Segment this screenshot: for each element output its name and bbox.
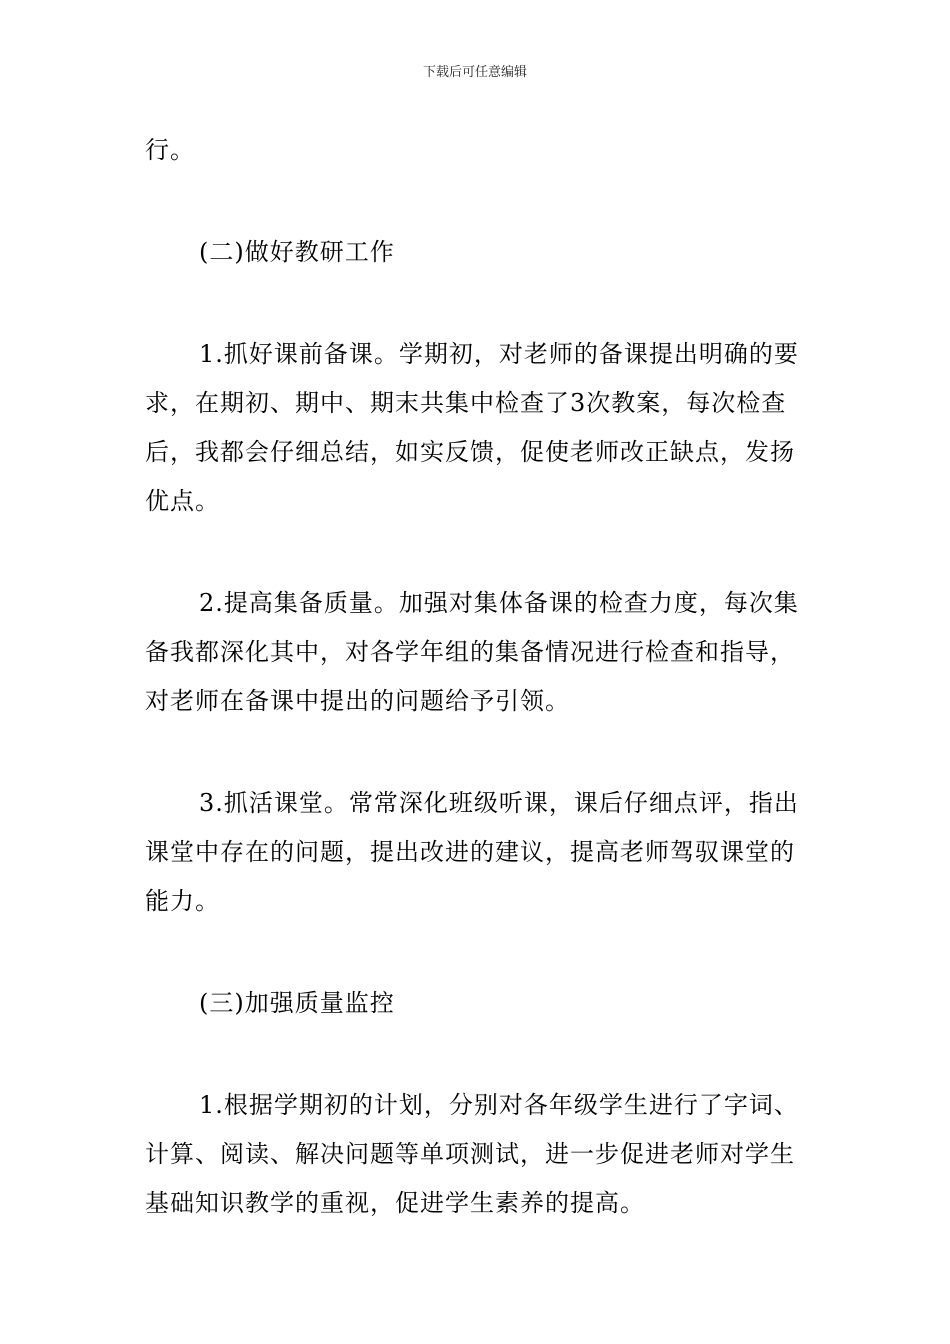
section-heading-teaching-research: (二)做好教研工作 <box>199 238 395 266</box>
paragraph-continuation: 行。 <box>145 136 195 164</box>
document-body <box>145 126 815 1228</box>
paragraph-collective-prep: 2.提高集备质量。加强对集体备课的检查力度，每次集备我都深化其中，对各学年组的集备情况进行检查和指导，对老师在备课中提出的问题给予引领。 <box>145 589 799 715</box>
section-heading-quality-monitoring: (三)加强质量监控 <box>199 989 395 1017</box>
page-header: 下载后可任意编辑 <box>422 65 527 80</box>
paragraph-classroom: 3.抓活课堂。常常深化班级听课，课后仔细点评，指出课堂中存在的问题，提出改进的建议，提高老师驾驭课堂的能力。 <box>145 789 799 915</box>
paragraph-testing: 1.根据学期初的计划，分别对各年级学生进行了字词、计算、阅读、解决问题等单项测试，进一步促进老师对学生基础知识教学的重视，促进学生素养的提高。 <box>145 1091 799 1217</box>
paragraph-lesson-prep: 1.抓好课前备课。学期初，对老师的备课提出明确的要求，在期初、期中、期末共集中检查了3次教案，每次检查后，我都会仔细总结，如实反馈，促使老师改正缺点，发扬优点。 <box>145 340 799 515</box>
